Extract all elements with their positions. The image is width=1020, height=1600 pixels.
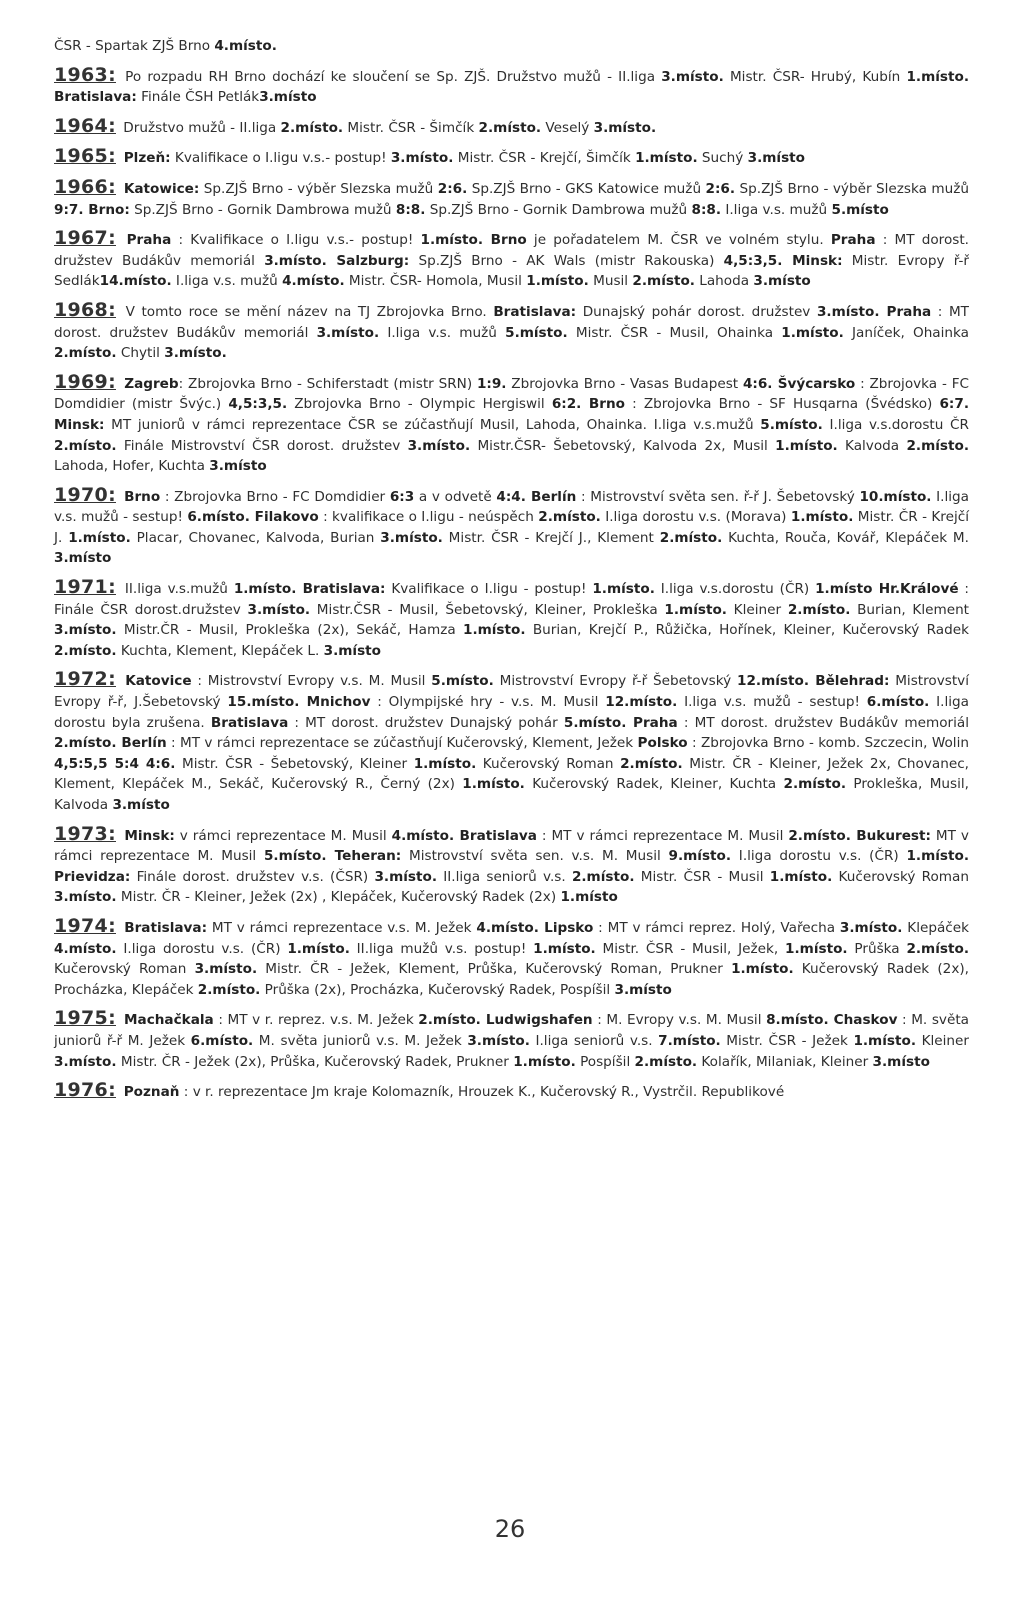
bold-text-segment: 1.místo.	[775, 437, 838, 454]
text-segment: ČSR - Spartak ZJŠ Brno	[54, 38, 215, 54]
text-segment: a v odvetě	[414, 488, 497, 505]
bold-text-segment: 3.místo.	[839, 919, 903, 936]
year-entries	[54, 65, 969, 1103]
text-segment: Mistr. ČSR - Šimčík	[343, 119, 479, 136]
bold-text-segment: 4.místo.	[54, 940, 117, 957]
year-entry	[54, 916, 969, 1000]
bold-text-segment: 6:7. Minsk:	[54, 396, 969, 433]
bold-text-segment: 3.místo	[323, 642, 382, 659]
bold-text-segment: 6.místo.	[190, 1032, 254, 1049]
bold-text-segment: 2.místo.	[906, 940, 969, 957]
bold-text-segment: Bratislava:	[493, 303, 577, 320]
text-segment: Mistr. ČSR - Musil, Ježek,	[595, 940, 786, 957]
text-segment: I.liga v.s.dorostu (ČR)	[654, 581, 816, 598]
text-segment: Mistrovství světa sen. v.s. M. Musil	[401, 848, 669, 865]
text-segment: I.liga v.s. mužů	[721, 201, 832, 218]
bold-text-segment: 1.místo.	[592, 581, 655, 598]
bold-text-segment: 1.místo Hr.Králové	[815, 581, 959, 598]
bold-text-segment: 1.místo.	[790, 509, 854, 526]
text-segment: Mistr. ČSR- Hrubý, Kubín	[723, 68, 907, 85]
bold-text-segment: 1.místo.	[781, 324, 844, 341]
bold-text-segment: 3.místo.	[54, 1053, 117, 1070]
text-segment: Sp.ZJŠ Brno - výběr Slezska mužů	[735, 180, 969, 197]
text-segment: II.liga mužů v.s. postup!	[349, 940, 534, 957]
bold-text-segment: 2:6.	[437, 180, 468, 197]
bold-text-segment: 2.místo.	[197, 981, 261, 998]
year-heading: 1968:	[54, 298, 116, 321]
bold-text-segment: 3.místo	[209, 458, 267, 475]
year-entry	[54, 146, 969, 169]
bold-text-segment: 5.místo. Praha	[563, 714, 678, 731]
bold-text-segment: 2.místo.	[634, 1053, 698, 1070]
year-heading: 1974:	[54, 914, 116, 937]
bold-text-segment: 3.místo.	[380, 529, 443, 546]
text-segment: : MT dorost. družstev Budákův memoriál	[54, 232, 969, 269]
year-entry	[54, 177, 969, 220]
text-segment: V tomto roce se mění název na TJ Zbrojovka Brno.	[118, 303, 494, 320]
text-segment: : MT v rámci reprez. Holý, Vařecha	[593, 919, 840, 936]
text-segment: Mistr. ČSR - Krejčí, Šimčík	[453, 150, 636, 167]
text-segment: Sp.ZJŠ Brno - GKS Katowice mužů	[467, 180, 706, 197]
year-heading: 1972:	[54, 668, 116, 691]
text-segment: Musil	[588, 273, 633, 290]
bold-text-segment: 6:2. Brno	[551, 396, 625, 413]
bold-text-segment: 2.místo. Ludwigshafen	[418, 1012, 593, 1029]
bold-text-segment: 5.místo.	[431, 673, 494, 690]
bold-text-segment: 3.místo.	[407, 437, 471, 454]
bold-text-segment: 3.místo.	[316, 324, 380, 341]
text-segment: : M. Evropy v.s. M. Musil	[592, 1012, 767, 1029]
text-segment: Pospíšil	[575, 1053, 635, 1070]
text-segment: I.liga v.s. mužů - sestup!	[54, 488, 969, 526]
bold-text-segment: 1.místo.	[785, 940, 848, 957]
text-segment: Kalvoda	[837, 437, 907, 454]
bold-text-segment: 4.místo.	[214, 38, 277, 54]
bold-text-segment: 4.místo. Lipsko	[476, 919, 594, 936]
text-segment: Sp.ZJŠ Brno - výběr Slezska mužů	[199, 180, 438, 197]
text-segment: I.liga dorostu byla zrušena.	[54, 694, 969, 731]
text-segment: Zbrojovka Brno - Olympic Hergiswil	[287, 396, 552, 413]
text-segment: : M. světa juniorů ř-ř M. Ježek	[54, 1012, 970, 1049]
text-segment: : kvalifikace o I.ligu - neúspěch	[318, 509, 539, 526]
bold-text-segment: 4,5:3,5. Minsk:	[723, 252, 843, 269]
bold-text-segment: 1.místo.	[664, 601, 727, 618]
text-segment: Kvalifikace o I.ligu - postup!	[385, 581, 593, 598]
bold-text-segment: 8.místo. Chaskov	[766, 1012, 898, 1029]
bold-text-segment: 2.místo.	[659, 529, 723, 546]
bold-text-segment: 1.místo. Brno	[420, 232, 527, 249]
text-segment: Průška (2x), Procházka, Kučerovský Radek, Pospíšil	[260, 981, 615, 998]
bold-text-segment: Polsko	[637, 735, 688, 752]
bold-text-segment: Machačkala	[118, 1012, 214, 1029]
text-segment: Mistr.ČR - Musil, Prokleška (2x), Sekáč, Hamza	[116, 622, 463, 639]
intro-line	[54, 36, 969, 57]
bold-text-segment: 15.místo. Mnichov	[227, 694, 371, 711]
year-heading: 1971:	[54, 576, 116, 599]
text-segment: Průška	[847, 940, 907, 957]
bold-text-segment: 5.místo	[831, 201, 889, 218]
bold-text-segment: Plzeň:	[118, 150, 171, 167]
bold-text-segment: Katovice	[118, 673, 192, 690]
text-segment: : Finále ČSR dorost.družstev	[54, 581, 970, 618]
text-segment: : MT dorost. družstev Budákův memoriál	[54, 303, 969, 341]
bold-text-segment: 1.místo. Bratislava:	[54, 68, 970, 106]
text-segment: : MT v r. reprez. v.s. M. Ježek	[213, 1012, 419, 1029]
text-segment: I.liga v.s. mužů	[379, 324, 506, 341]
text-segment: Prokleška, Musil, Kalvoda	[54, 776, 969, 813]
text-segment: Kučerovský Roman	[54, 961, 195, 978]
bold-text-segment: 1.místo.	[731, 961, 794, 978]
bold-text-segment: 2:6.	[705, 180, 736, 197]
bold-text-segment: 2.místo.	[783, 776, 847, 793]
bold-text-segment: Bratislava	[210, 714, 289, 731]
text-segment: Kučerovský Roman	[832, 868, 969, 885]
chronicle-text	[54, 36, 969, 1111]
year-heading: 1963:	[54, 63, 116, 86]
bold-text-segment: 6.místo.	[866, 694, 930, 711]
bold-text-segment: 1.místo. Bratislava:	[233, 581, 386, 598]
bold-text-segment: 3.místo.	[661, 68, 724, 85]
bold-text-segment: 2.místo.	[478, 119, 542, 136]
text-segment: Mistr. ČSR - Ježek	[720, 1032, 854, 1049]
text-segment: Finále dorost. družstev v.s. (ČSR)	[130, 868, 375, 885]
page-number: 26	[494, 1515, 526, 1543]
text-segment: : v r. reprezentace Jm kraje Kolomazník, Hrouzek K., Kučerovský R., Vystrčil. Republikové	[179, 1084, 785, 1101]
text-segment: Kvalifikace o I.ligu v.s.- postup!	[170, 150, 391, 167]
bold-text-segment: 3.místo.	[247, 601, 311, 618]
bold-text-segment: 4,5:3,5.	[228, 396, 288, 413]
bold-text-segment: 1.místo.	[769, 868, 833, 885]
bold-text-segment: 4.místo.	[282, 273, 345, 290]
bold-text-segment: 1.místo.	[413, 755, 477, 772]
text-segment: Kleiner	[915, 1032, 969, 1049]
text-segment: I.liga dorostu v.s. (Morava)	[600, 509, 791, 526]
bold-text-segment: 3.místo	[54, 550, 112, 567]
text-segment: : Zbrojovka Brno - Schiferstadt (mistr SRN)	[178, 375, 477, 392]
bold-text-segment: 9:7. Brno:	[54, 201, 130, 218]
bold-text-segment: 3.místo	[747, 150, 806, 167]
bold-text-segment: 3.místo.	[390, 150, 454, 167]
bold-text-segment: Praha	[118, 232, 172, 249]
text-segment: Kučerovský Radek (2x), Procházka, Klepáček	[54, 961, 969, 998]
bold-text-segment: 3.místo.	[467, 1032, 530, 1049]
text-segment: I.liga dorostu v.s. (ČR)	[116, 940, 288, 957]
text-segment: Mistrovství Evropy ř-ř, J.Šebetovský	[54, 673, 970, 711]
year-entry	[54, 485, 969, 569]
bold-text-segment: 1.místo. Prievidza:	[54, 848, 969, 885]
bold-text-segment: 8:8.	[395, 201, 426, 218]
bold-text-segment: 1.místo	[560, 889, 618, 906]
text-segment: : MT v rámci reprezentace M. Musil	[536, 827, 789, 844]
text-segment: : Zbrojovka Brno - komb. Szczecin, Wolin	[687, 735, 969, 752]
bold-text-segment: 1.místo.	[462, 622, 526, 639]
text-segment: : MT dorost. družstev Budákův memoriál	[677, 714, 969, 731]
bold-text-segment: 5.místo. Teheran:	[263, 848, 402, 865]
text-segment: Finále Mistrovství ČSR dorost. družstev	[116, 437, 408, 454]
bold-text-segment: 2.místo.	[906, 437, 969, 454]
bold-text-segment: 4:6. Švýcarsko	[742, 375, 856, 392]
text-segment: Sp.ZJŠ Brno - Gornik Dambrowa mužů	[129, 201, 396, 218]
text-segment: MT v rámci reprezentace M. Musil	[54, 827, 969, 865]
text-segment: Mistr. ČSR - Krejčí J., Klement	[442, 529, 660, 546]
bold-text-segment: 3.místo	[259, 89, 317, 106]
year-entry	[54, 1008, 969, 1072]
text-segment: Janíček, Ohainka	[843, 324, 969, 341]
bold-text-segment: 12.místo. Bělehrad:	[736, 673, 890, 690]
text-segment: : Zbrojovka - FC Domdidier (mistr Švýc.)	[54, 375, 969, 413]
bold-text-segment: 3.místo. Salzburg:	[264, 252, 410, 269]
bold-text-segment: 2.místo.	[280, 119, 344, 136]
bold-text-segment: 2.místo.	[54, 437, 117, 454]
bold-text-segment: 3.místo. Praha	[816, 303, 932, 320]
text-segment: Dunajský pohár dorost. družstev	[576, 303, 817, 320]
text-segment: Kučerovský Radek, Kleiner, Kuchta	[524, 776, 784, 793]
bold-text-segment: 3.místo.	[374, 868, 438, 885]
text-segment: Chytil	[116, 345, 165, 362]
text-segment: Suchý	[697, 150, 748, 167]
text-segment: M. světa juniorů v.s. M. Ježek	[253, 1032, 468, 1049]
text-segment: II.liga seniorů v.s.	[437, 868, 572, 885]
text-segment: Mistr. ČSR - Musil	[634, 868, 770, 885]
bold-text-segment: 3.místo.	[593, 119, 657, 136]
bold-text-segment: 3.místo	[614, 981, 672, 998]
text-segment: MT juniorů v rámci reprezentace ČSR se zúčastňují Musil, Lahoda, Ohainka. I.liga v.s.mužů	[104, 416, 761, 433]
text-segment: Burian, Krejčí P., Růžička, Hořínek, Kleiner, Kučerovský Radek	[525, 622, 969, 639]
text-segment: Mistr.ČSR- Šebetovský, Kalvoda 2x, Musil	[470, 437, 776, 454]
text-segment: Sp.ZJŠ Brno - Gornik Dambrowa mužů	[425, 201, 692, 218]
text-segment: MT v rámci reprezentace v.s. M. Ježek	[207, 919, 477, 936]
year-entry	[54, 65, 969, 108]
text-segment: Lahoda	[694, 273, 754, 290]
year-heading: 1970:	[54, 483, 116, 506]
bold-text-segment: 2.místo.	[54, 345, 117, 362]
year-heading: 1966:	[54, 175, 116, 198]
bold-text-segment: 1.místo.	[533, 940, 596, 957]
text-segment: Burian, Klement	[850, 601, 970, 618]
text-segment: Kučerovský Roman	[476, 755, 621, 772]
text-segment: Mistr. ČSR - Musil, Ohainka	[567, 324, 782, 341]
text-segment: Placar, Chovanec, Kalvoda, Burian	[130, 529, 381, 546]
bold-text-segment: 1:9.	[476, 375, 507, 392]
text-segment: Mistr. ČSR- Homola, Musil	[344, 273, 527, 290]
text-segment: : Zbrojovka Brno - SF Husqarna (Švédsko)	[624, 396, 940, 413]
bold-text-segment: 4:4. Berlín	[496, 488, 577, 505]
year-heading: 1967:	[54, 227, 116, 250]
text-segment: Mistr. ČR - Kleiner, Ježek (2x) , Klepáček, Kučerovský Radek (2x)	[116, 889, 561, 906]
bold-text-segment: 7.místo.	[658, 1032, 721, 1049]
text-segment: Mistrovství Evropy ř-ř Šebetovský	[493, 673, 737, 690]
year-heading: 1964:	[54, 114, 116, 137]
year-heading: 1975:	[54, 1007, 116, 1030]
bold-text-segment: 3.místo	[112, 797, 170, 813]
bold-text-segment: 2.místo.	[54, 642, 117, 659]
text-segment: Po rozpadu RH Brno dochází ke sloučení se Sp. ZJŠ. Družstvo mužů - II.liga	[118, 68, 662, 85]
bold-text-segment: 6.místo. Filakovo	[187, 509, 319, 526]
bold-text-segment: 8:8.	[691, 201, 722, 218]
year-entry	[54, 577, 969, 661]
bold-text-segment: Katowice:	[118, 180, 200, 197]
text-segment: Mistr. ČR - Kleiner, Ježek 2x, Chovanec, Klement, Klepáček M., Sekáč, Kučerovský R., Černý (2x)	[54, 755, 969, 793]
text-segment: Družstvo mužů - II.liga	[118, 119, 281, 136]
text-segment: Lahoda, Hofer, Kuchta	[54, 458, 210, 475]
bold-text-segment: 2.místo.	[632, 273, 695, 290]
bold-text-segment: 3.místo.	[54, 889, 117, 906]
text-segment: Mistr. ČR - Krejčí J.	[54, 509, 969, 546]
bold-text-segment: 2.místo. Bukurest:	[788, 827, 931, 844]
text-segment: v rámci reprezentace M. Musil	[174, 827, 392, 844]
text-segment: : Zbrojovka Brno - FC Domdidier	[160, 488, 390, 505]
text-segment: Mistr. ČR - Ježek, Klement, Průška, Kučerovský Roman, Prukner	[257, 961, 732, 978]
text-segment: Finále ČSH Petlák	[136, 89, 260, 106]
bold-text-segment: 1.místo.	[513, 1053, 576, 1070]
bold-text-segment: 3.místo.	[194, 961, 258, 978]
bold-text-segment: 5.místo.	[760, 416, 823, 433]
text-segment: Klepáček	[902, 919, 970, 936]
bold-text-segment: 1.místo.	[287, 940, 350, 957]
bold-text-segment: Zagreb	[118, 375, 179, 392]
bold-text-segment: 3.místo	[872, 1053, 930, 1070]
text-segment: Zbrojovka Brno - Vasas Budapest	[506, 375, 743, 392]
year-entry	[54, 669, 969, 815]
year-heading: 1969:	[54, 370, 116, 393]
text-segment: : Mistrovství Evropy v.s. M. Musil	[191, 673, 432, 690]
bold-text-segment: 2.místo.	[571, 868, 635, 885]
text-segment: Mistr. Evropy ř-ř Sedlák	[54, 252, 969, 290]
text-segment: Mistr. ČR - Ježek (2x), Průška, Kučerovský Radek, Prukner	[116, 1053, 514, 1070]
text-segment: : Mistrovství světa sen. ř-ř J. Šebetovský	[576, 488, 860, 505]
text-segment: I.liga seniorů v.s.	[529, 1032, 659, 1049]
bold-text-segment: 2.místo.	[620, 755, 683, 772]
bold-text-segment: 1.místo.	[68, 529, 131, 546]
year-entry	[54, 228, 969, 292]
text-segment: Kleiner	[726, 601, 788, 618]
text-segment: : Olympijské hry - v.s. M. Musil	[370, 694, 606, 711]
bold-text-segment: 14.místo.	[99, 273, 172, 290]
text-segment: je pořadatelem M. ČSR ve volném stylu.	[526, 232, 831, 249]
bold-text-segment: Praha	[830, 232, 876, 249]
year-entry	[54, 300, 969, 364]
bold-text-segment: 3.místo.	[54, 622, 117, 639]
bold-text-segment: 2.místo.	[787, 601, 851, 618]
text-segment: : Kvalifikace o I.ligu v.s.- postup!	[171, 232, 421, 249]
text-segment: Kolařík, Milaniak, Kleiner	[697, 1053, 873, 1070]
text-segment: Mistr. ČSR - Šebetovský, Kleiner	[175, 755, 414, 772]
bold-text-segment: 1.místo.	[853, 1032, 916, 1049]
text-segment: Sp.ZJŠ Brno - AK Wals (mistr Rakouska)	[409, 252, 724, 269]
bold-text-segment: 1.místo.	[462, 776, 525, 793]
text-segment: II.liga v.s.mužů	[118, 581, 234, 598]
text-segment: I.liga v.s.dorostu ČR	[822, 416, 969, 433]
bold-text-segment: 1.místo.	[635, 150, 698, 167]
year-heading: 1973:	[54, 822, 116, 845]
text-segment: Kuchta, Rouča, Kovář, Klepáček M.	[722, 529, 969, 546]
bold-text-segment: 3.místo.	[164, 345, 227, 362]
bold-text-segment: 4,5:5,5 5:4 4:6.	[54, 755, 176, 772]
bold-text-segment: Bratislava:	[118, 919, 208, 936]
year-heading: 1965:	[54, 145, 116, 168]
year-entry	[54, 824, 969, 908]
text-segment: I.liga v.s. mužů	[171, 273, 283, 290]
text-segment: I.liga dorostu v.s. (ČR)	[731, 848, 907, 865]
bold-text-segment: 12.místo.	[605, 694, 678, 711]
year-entry	[54, 1080, 969, 1103]
bold-text-segment: 3.místo	[753, 273, 811, 290]
bold-text-segment: 2.místo.	[538, 509, 601, 526]
text-segment: Kuchta, Klement, Klepáček L.	[116, 642, 324, 659]
year-heading: 1976:	[54, 1079, 116, 1102]
bold-text-segment: 6:3	[389, 488, 415, 505]
bold-text-segment: Brno	[118, 488, 161, 505]
bold-text-segment: 10.místo.	[859, 488, 932, 505]
bold-text-segment: 9.místo.	[668, 848, 732, 865]
bold-text-segment: Minsk:	[118, 827, 175, 844]
bold-text-segment: 4.místo. Bratislava	[391, 827, 537, 844]
text-segment: : MT dorost. družstev Dunajský pohár	[288, 714, 564, 731]
bold-text-segment: 2.místo. Berlín	[54, 735, 167, 752]
text-segment: Mistr.ČSR - Musil, Šebetovský, Kleiner, Prokleška	[310, 601, 665, 618]
year-entry	[54, 372, 969, 477]
text-segment: : MT v rámci reprezentace se zúčastňují Kučerovský, Klement, Ježek	[166, 735, 638, 752]
bold-text-segment: 5.místo.	[505, 324, 568, 341]
text-segment: Veselý	[541, 119, 594, 136]
year-entry	[54, 116, 969, 139]
bold-text-segment: Poznaň	[118, 1084, 180, 1101]
bold-text-segment: 1.místo.	[526, 273, 589, 290]
text-segment: I.liga v.s. mužů - sestup!	[677, 694, 867, 711]
